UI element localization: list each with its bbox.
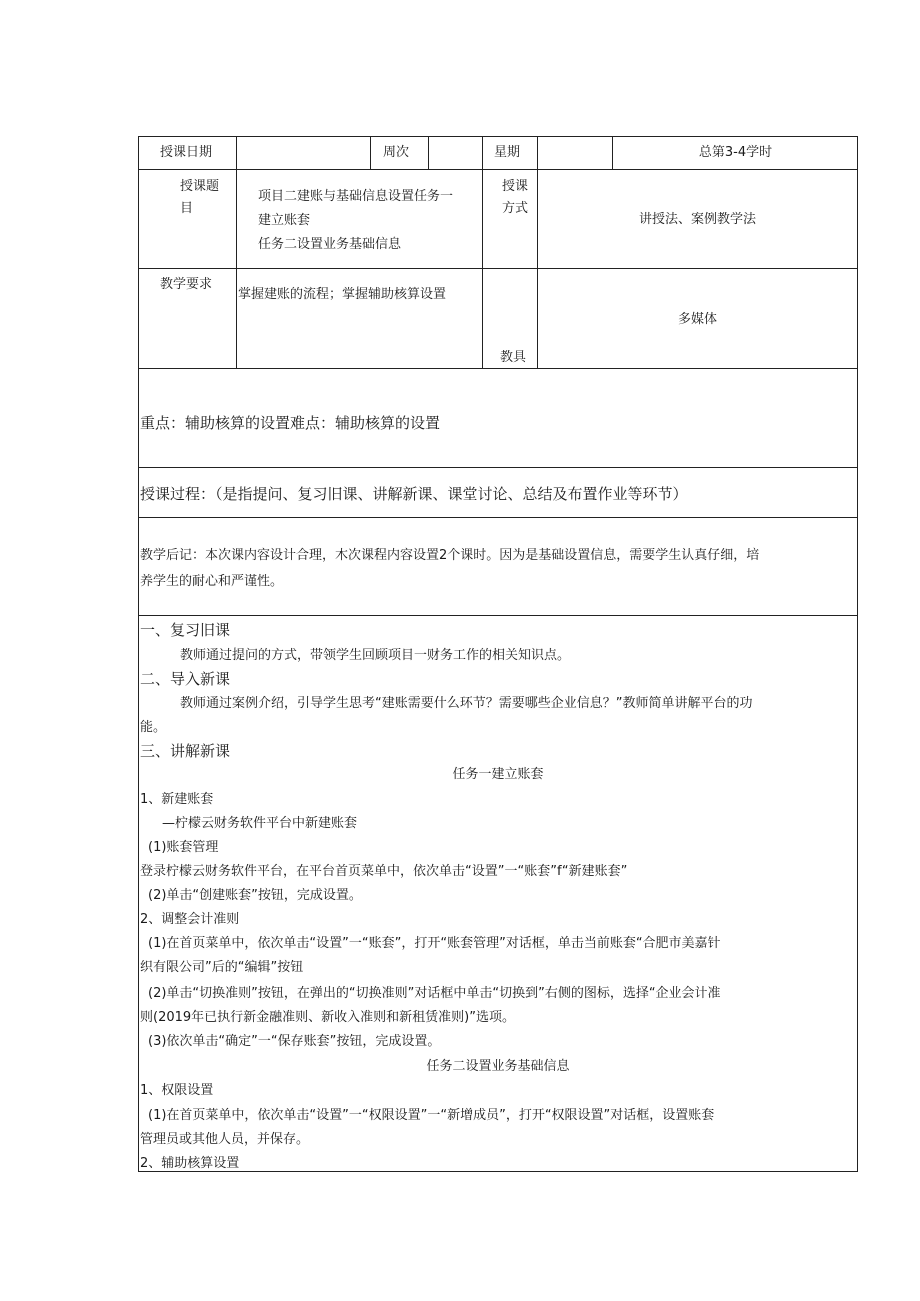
weekday-label: 星期 <box>494 145 521 160</box>
list-item: 则(2019年已执行新金融准则、新收入准则和新租赁准则)”选项。 <box>140 1010 515 1025</box>
row-divider <box>138 467 858 468</box>
section-text: 教师通过提问的方式，带领学生回顾项目一财务工作的相关知识点。 <box>180 648 571 663</box>
col-divider <box>236 136 237 368</box>
row-divider <box>138 169 858 170</box>
date-label: 授课日期 <box>160 145 213 160</box>
method-value: 讲授法、案例教学法 <box>638 212 756 227</box>
section-heading: 三、讲解新课 <box>140 742 231 760</box>
col-divider <box>482 136 483 368</box>
tools-value: 多媒体 <box>677 312 717 327</box>
topic-line: 项目二建账与基础信息设置任务一 <box>258 189 454 204</box>
task2-title: 任务二设置业务基础信息 <box>426 1059 570 1074</box>
reflection-line2: 养学生的耐心和严谨性。 <box>140 574 284 589</box>
reflection-line1: 教学后记：本次课内容设计合理，木次课程内容设置2个课时。因为是基础设置信息，需要学生认真仔细，培 <box>140 548 760 563</box>
list-item: (1)在首页菜单中，依次单击“设置”一“账套”，打开“账套管理”对话框，单击当前账套“合肥市美嘉针 <box>148 936 721 951</box>
section-heading: 二、导入新课 <box>140 670 231 688</box>
col-divider <box>370 136 371 169</box>
list-item: 2、辅助核算设置 <box>140 1156 240 1171</box>
list-item: (1)账套管理 <box>148 840 219 855</box>
key-points: 重点：辅助核算的设置难点：辅助核算的设置 <box>140 414 441 432</box>
total-hours: 总第3-4学时 <box>698 145 773 160</box>
list-item: (2)单击“创建账套”按钮，完成设置。 <box>148 888 362 903</box>
list-item: 登录柠檬云财务软件平台，在平台首页菜单中，依次单击“设置”一“账套”f“新建账套” <box>140 864 628 879</box>
list-item: —柠檬云财务软件平台中新建账套 <box>162 816 358 831</box>
list-item: (3)依次单击“确定”一“保存账套”按钮，完成设置。 <box>148 1034 441 1049</box>
row-divider <box>138 268 858 269</box>
list-item: (1)在首页菜单中，依次单击“设置”一“权限设置”一“新增成员”，打开“权限设置”对话框，设置账套 <box>148 1108 715 1123</box>
section-heading: 一、复习旧课 <box>140 621 231 639</box>
list-item: 1、新建账套 <box>140 792 214 807</box>
method-label-line1: 授课 <box>502 179 529 194</box>
topic-label-line1: 授课题 <box>180 179 220 194</box>
row-divider <box>138 615 858 616</box>
topic-line: 任务二设置业务基础信息 <box>258 237 402 252</box>
list-item: 管理员或其他人员，并保存。 <box>140 1132 310 1147</box>
teaching-process: 授课过程：（是指提问、复习旧课、讲解新课、课堂讨论、总结及布置作业等环节） <box>140 485 688 503</box>
topic-label-line2: 目 <box>180 201 194 216</box>
section-text: 教师通过案例介绍，引导学生思考“建账需要什么环节？需要哪些企业信息？”教师简单讲解平台的功 <box>180 696 753 711</box>
row-divider <box>138 368 858 369</box>
col-divider <box>537 136 538 368</box>
tools-label: 教具 <box>500 350 527 365</box>
week-label: 周次 <box>383 145 410 160</box>
requirement-label: 教学要求 <box>160 277 213 292</box>
requirement-value: 掌握建账的流程；掌握辅助核算设置 <box>238 287 447 302</box>
topic-line: 建立账套 <box>258 213 311 228</box>
list-item: (2)单击“切换准则”按钮，在弹出的“切换准则”对话框中单击“切换到”右侧的图标，选择“企业会计准 <box>148 986 721 1001</box>
col-divider <box>428 136 429 169</box>
list-item: 2、调整会计准则 <box>140 912 240 927</box>
list-item: 织有限公司”后的“编辑”按钮 <box>140 960 304 975</box>
section-text: 能。 <box>140 720 167 735</box>
task1-title: 任务一建立账套 <box>452 767 544 782</box>
method-label-line2: 方式 <box>502 201 529 216</box>
row-divider <box>138 517 858 518</box>
list-item: 1、权限设置 <box>140 1083 214 1098</box>
